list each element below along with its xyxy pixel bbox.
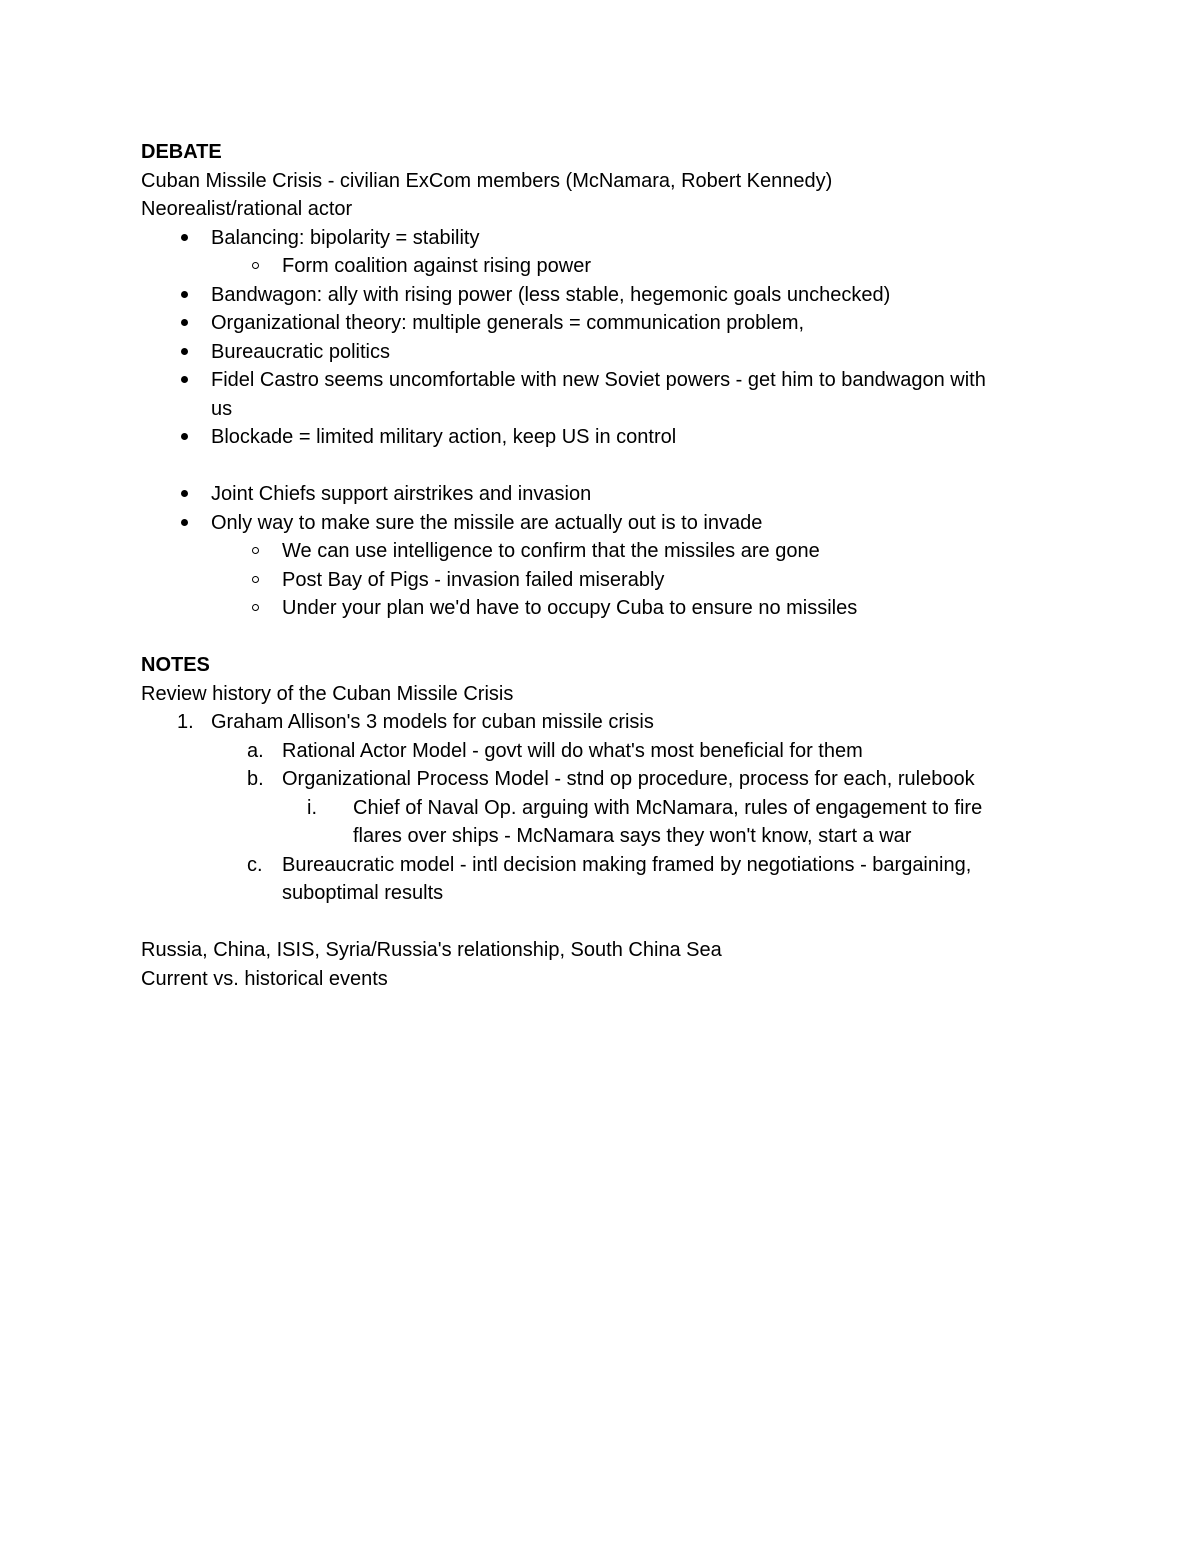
list-item: Under your plan we'd have to occupy Cuba to ensure no missiles	[141, 594, 1071, 623]
notes-footer-topics: Russia, China, ISIS, Syria/Russia's relationship, South China Sea	[141, 939, 722, 961]
debate-bullet-list-2	[141, 480, 1071, 623]
list-item: b. Organizational Process Model - stnd op procedure, process for each, rulebook	[141, 765, 1071, 794]
list-item: We can use intelligence to confirm that the missiles are gone	[141, 537, 1071, 566]
list-marker: 1.	[177, 711, 194, 733]
notes-heading: NOTES	[141, 654, 210, 676]
list-item: Bureaucratic politics	[141, 338, 1071, 367]
document-body	[141, 138, 1071, 993]
list-marker: c.	[247, 853, 263, 876]
list-marker: i.	[307, 796, 317, 819]
list-item: Fidel Castro seems uncomfortable with new Soviet powers - get him to bandwagon with us	[141, 366, 1071, 423]
bullet-circle-icon	[252, 262, 259, 269]
debate-line-perspective: Neorealist/rational actor	[141, 198, 353, 220]
bullet-disc-icon	[181, 433, 188, 440]
bullet-disc-icon	[181, 319, 188, 326]
notes-numbered-list	[141, 708, 1071, 908]
list-marker: b.	[247, 768, 264, 790]
bullet-disc-icon	[181, 519, 188, 526]
debate-line-topic: Cuban Missile Crisis - civilian ExCom members (McNamara, Robert Kennedy)	[141, 169, 833, 192]
list-item: Form coalition against rising power	[141, 252, 1071, 281]
list-item: Only way to make sure the missile are actually out is to invade	[141, 509, 1071, 538]
list-item: Post Bay of Pigs - invasion failed miserably	[141, 566, 1071, 595]
blank-line	[141, 623, 1071, 652]
notes-line-review: Review history of the Cuban Missile Crisis	[141, 682, 514, 705]
list-marker: a.	[247, 739, 264, 762]
debate-heading: DEBATE	[141, 141, 222, 163]
notes-footer-events: Current vs. historical events	[141, 967, 388, 990]
bullet-disc-icon	[181, 291, 188, 298]
bullet-disc-icon	[181, 348, 188, 355]
bullet-circle-icon	[252, 576, 259, 583]
bullet-circle-icon	[252, 604, 259, 611]
blank-line	[141, 908, 1071, 937]
list-item: i. Chief of Naval Op. arguing with McNamara, rules of engagement to fire flares over ships - McNamara says they won't know, start a war	[141, 794, 1071, 851]
bullet-disc-icon	[181, 376, 188, 383]
list-item: a. Rational Actor Model - govt will do what's most beneficial for them	[141, 737, 1071, 766]
blank-line	[141, 452, 1071, 481]
bullet-circle-icon	[252, 547, 259, 554]
bullet-disc-icon	[181, 490, 188, 497]
list-item: Bandwagon: ally with rising power (less stable, hegemonic goals unchecked)	[141, 281, 1071, 310]
list-item: c. Bureaucratic model - intl decision making framed by negotiations - bargaining, suboptimal results	[141, 851, 1071, 908]
list-item: 1. Graham Allison's 3 models for cuban missile crisis	[141, 708, 1071, 737]
list-item: Balancing: bipolarity = stability	[141, 224, 1071, 253]
list-item: Joint Chiefs support airstrikes and invasion	[141, 480, 1071, 509]
list-item: Blockade = limited military action, keep US in control	[141, 423, 1071, 452]
list-item: Organizational theory: multiple generals = communication problem,	[141, 309, 1071, 338]
debate-bullet-list	[141, 224, 1071, 452]
bullet-disc-icon	[181, 234, 188, 241]
